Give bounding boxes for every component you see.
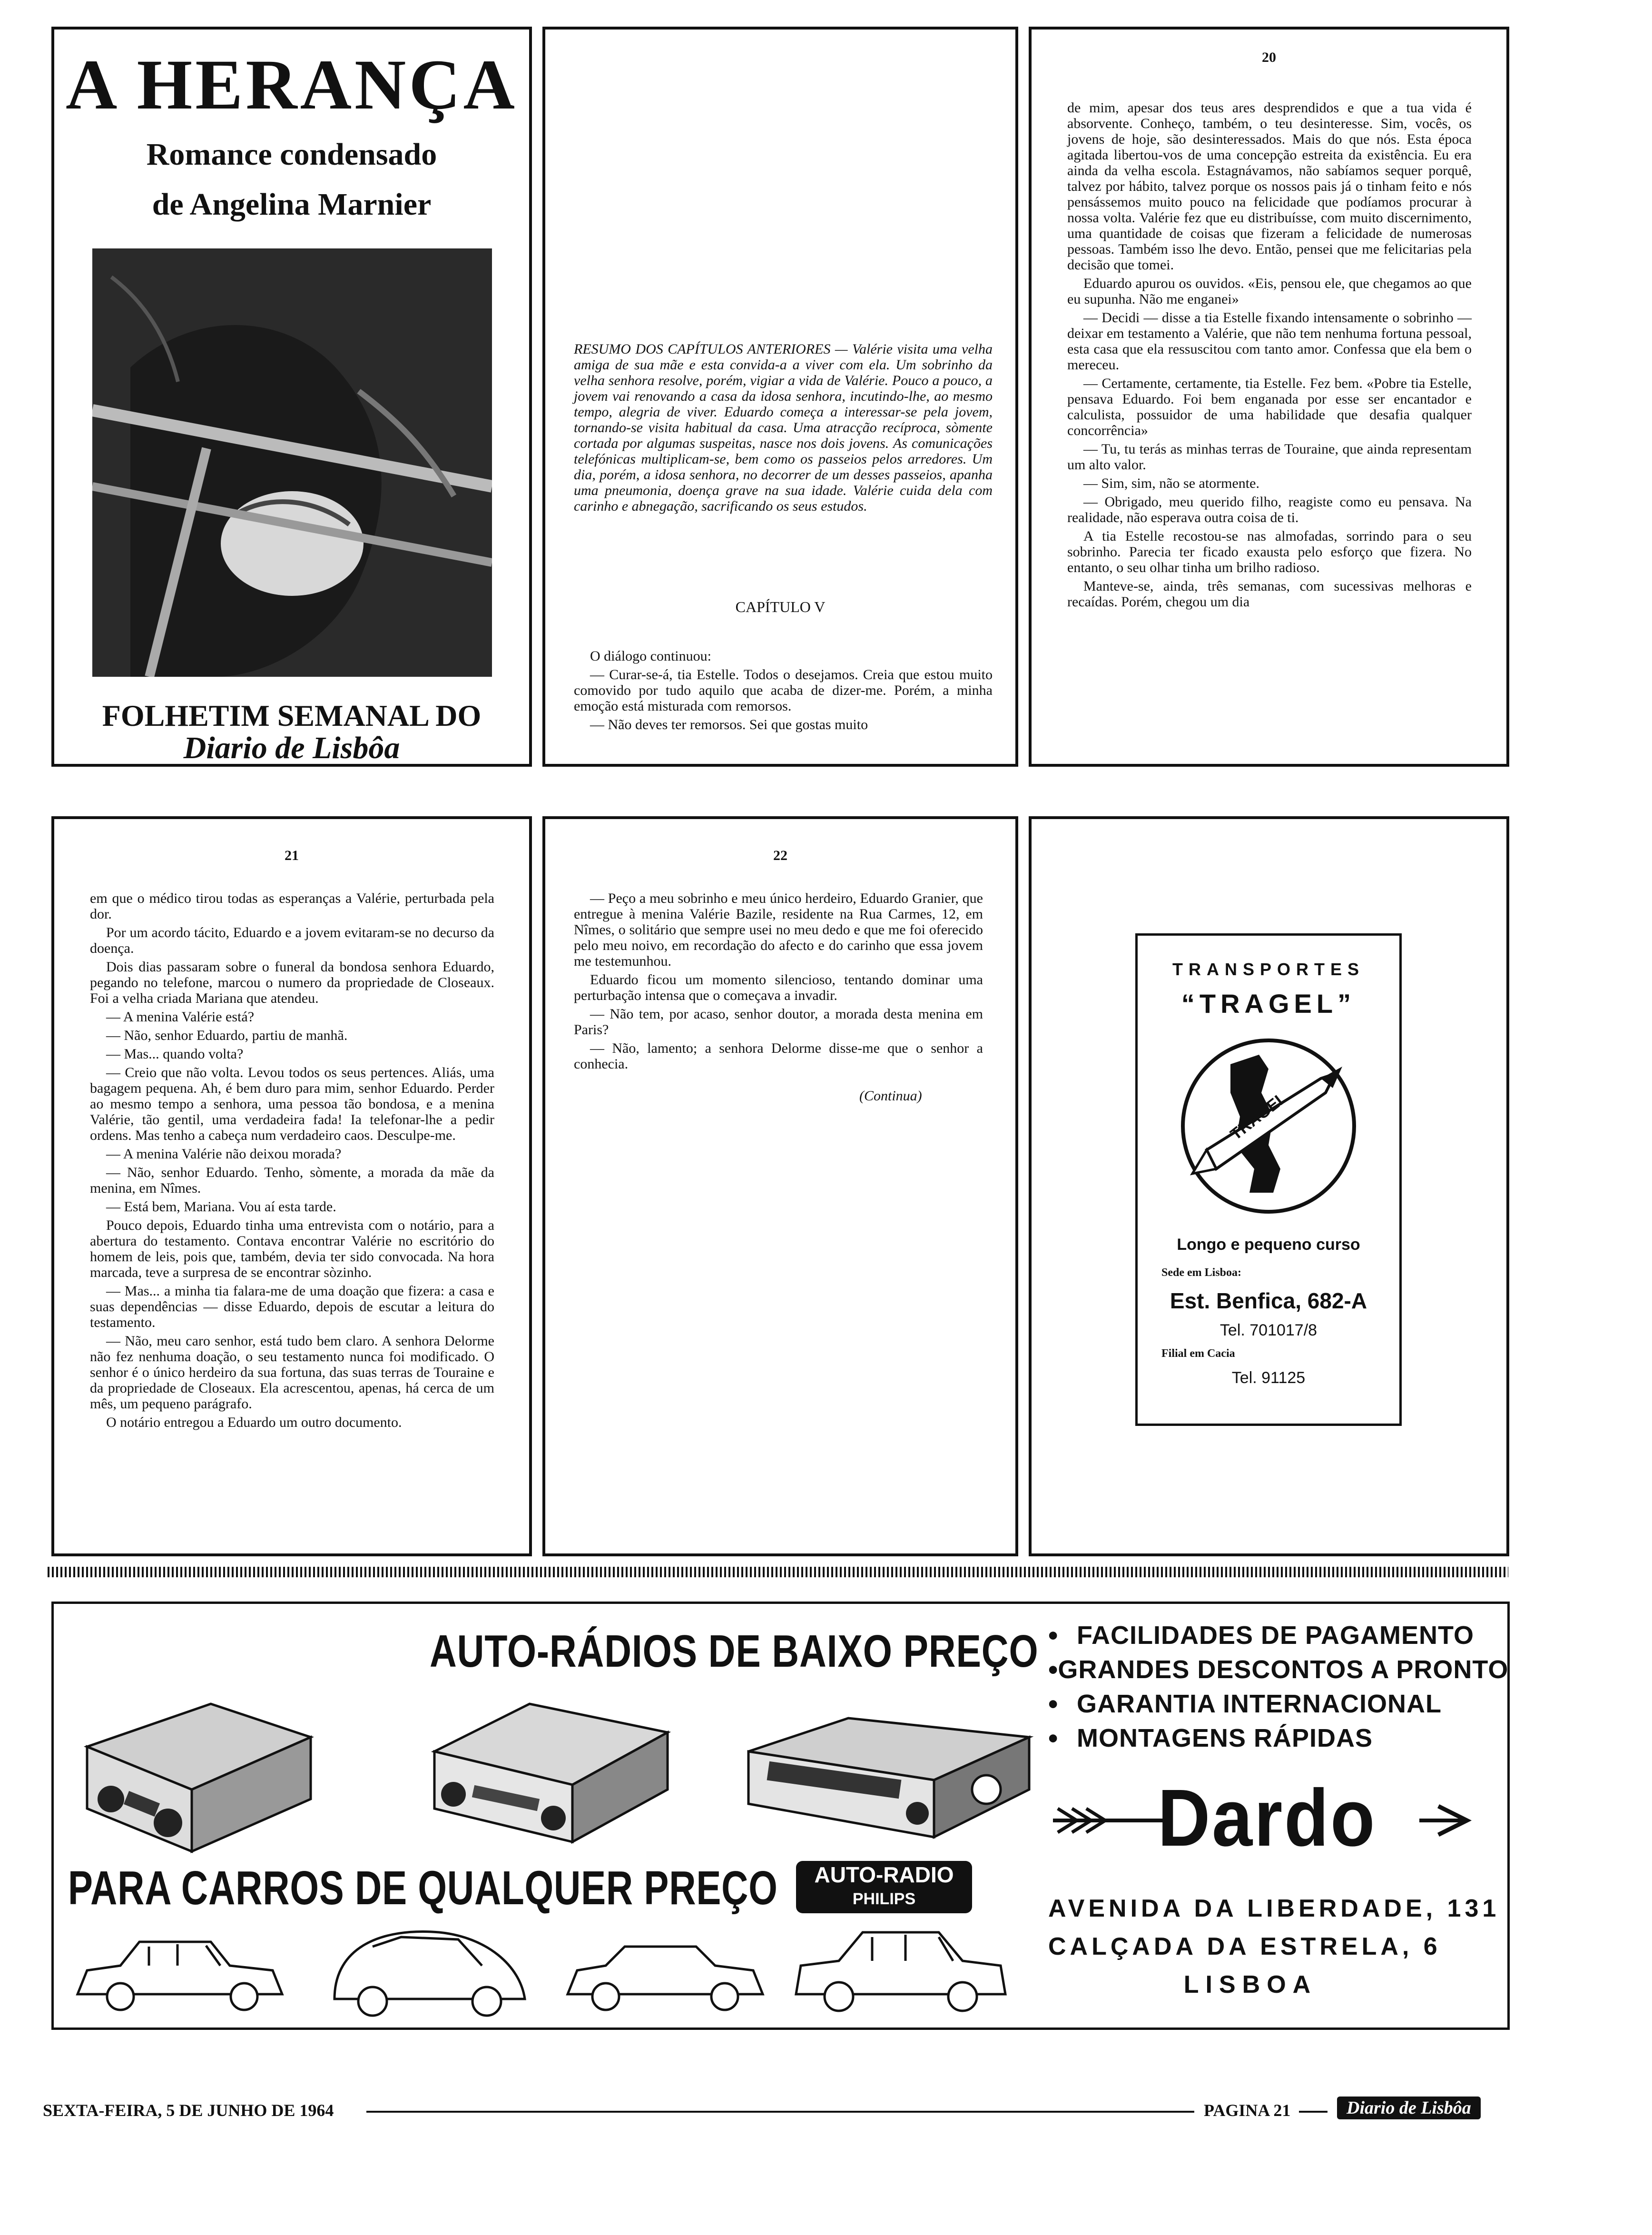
feuilleton-panel (51, 27, 532, 767)
page-20-panel (1029, 27, 1509, 767)
dardo-subheadline: PARA CARROS DE QUALQUER PREÇO (68, 1861, 778, 1915)
tragel-sede-label: Sede em Lisboa: (1161, 1266, 1241, 1279)
page-number: 22 (773, 848, 787, 863)
page-number: 21 (285, 848, 299, 863)
chapter-heading: CAPÍTULO V (735, 598, 826, 615)
paragraph: — Não, lamento; a senhora Delorme disse-me que o senhor a conhecia. (574, 1040, 983, 1072)
footer-rule-left (366, 2111, 1194, 2113)
paragraph: Dois dias passaram sobre o funeral da bondosa senhora Eduardo, pegando no telefone, marcou o numero da propriedade de Closeaux. Foi a velha criada Mariana que atendeu. (90, 959, 494, 1006)
feuilleton-subtitle-2: de Angelina Marnier (152, 187, 432, 222)
paragraph: — Tu, tu terás as minhas terras de Touraine, que ainda representam um alto valor. (1067, 441, 1472, 473)
paragraph: — Mas... quando volta? (106, 1046, 244, 1062)
feuilleton-title: A HERANÇA (66, 45, 518, 124)
paragraph: Por um acordo tácito, Eduardo e a jovem evitaram-se no decurso da doença. (90, 925, 494, 956)
dardo-brand: Dardo (1158, 1773, 1377, 1863)
philips-logo (796, 1861, 972, 1913)
paragraph: — Peço a meu sobrinho e meu único herdeiro, Eduardo Granier, que entregue à menina Valérie Bazile, residente na Rua Carmes, 12, em Nîmes, o solitário que sempre usei no meu dedo e que me foi oferecido pelo meu noivo, em recordação do afecto e do carinho que essa jovem me testemunhou. (574, 890, 983, 969)
dardo-radio-3 (734, 1699, 1039, 1851)
paragraph: A tia Estelle recostou-se nas almofadas, sorrindo para o seu sobrinho. Parecia ter ficado exausta pelo esforço que fizera. No entanto, o seu olhar tinha um brilho radioso. (1067, 528, 1472, 575)
tragel-logo (1178, 1036, 1359, 1216)
tragel-slogan: Longo e pequeno curso (1177, 1236, 1360, 1254)
dardo-radio-1 (68, 1694, 315, 1861)
paragraph: — Não, senhor Eduardo, partiu de manhã. (106, 1028, 348, 1043)
paragraph: — Não tem, por acaso, senhor doutor, a morada desta menina em Paris? (574, 1006, 983, 1038)
paragraph: — A menina Valérie está? (106, 1009, 255, 1025)
paragraph: — Creio que não volta. Levou todos os seus pertences. Aliás, uma bagagem pequena. Ah, é bem duro para mim, senhor Eduardo. Perder ao mesmo tempo a senhora, uma pessoa tão bondosa, e a menina Valérie, tão gentil, uma verdadeira fada! Ia telefonar-lhe a pedir ordens. Mas tenho a cabeça num verdadeiro caos. Desculpe-me. (90, 1065, 494, 1143)
dardo-address-1: AVENIDA DA LIBERDADE, 131 (1048, 1895, 1500, 1922)
page-21-panel (51, 816, 532, 1556)
dardo-ad-panel (51, 1602, 1510, 2030)
paragraph: O notário entregou a Eduardo um outro documento. (106, 1414, 402, 1430)
tragel-address: Est. Benfica, 682-A (1170, 1288, 1367, 1313)
car-illustrations (68, 1918, 1020, 2027)
page-footer (43, 2097, 1518, 2125)
bullet-item (1048, 1618, 1505, 1652)
paragraph: O diálogo continuou: (590, 648, 711, 664)
dardo-radio-2 (415, 1690, 682, 1856)
paragraph: — Obrigado, meu querido filho, reagiste como eu pensava. Na realidade, não esperava outra coisa de ti. (1067, 494, 1472, 525)
paragraph: — Não deves ter remorsos. Sei que gostas muito (590, 717, 868, 732)
footer-date: SEXTA-FEIRA, 5 DE JUNHO DE 1964 (43, 2101, 334, 2120)
bullet-dot-icon: • (1048, 1654, 1058, 1685)
philips-line-1: AUTO-RADIO (814, 1862, 954, 1887)
feuilleton-illustration (92, 248, 492, 677)
tragel-ad-box (1135, 933, 1402, 1426)
paragraph: — Mas... a minha tia falara-me de uma doação que fizera: a casa e suas dependências — disse Eduardo, depois de escutar a leitura do testamento. (90, 1283, 494, 1330)
paragraph: de mim, apesar dos teus ares desprendidos e que a tua vida é absorvente. Conheço, também, o teu desinteresse. Sim, vocês, os jovens de hoje, são desinteressados. Mais do que nós. Esta época agitada libertou-vos de uma concepção estreita da existência. Eu era ainda da velha escola. Estagnávamos, não sabíamos sequer porquê, talvez por hábito, talvez porque os nossos pais já o tinham feito e nós pensássemos muito pouco na felicidade que podíamos procurar à nossa volta. Valérie fez que eu distribuísse, com muito discernimento, uma quantidade de coisas que fizeram a felicidade de numerosas pessoas. Também isso lhe devo. Então, pensei que me felicitarias pela decisão que tomei. (1067, 100, 1472, 273)
paragraph: — Sim, sim, não se atormente. (1083, 475, 1259, 491)
feuilleton-footer-2: Diario de Lisbôa (183, 731, 400, 765)
dardo-logo (1048, 1773, 1476, 1863)
dardo-bullets (1048, 1618, 1509, 1755)
bullet-dot-icon: • (1048, 1722, 1058, 1754)
dardo-address-3: LISBOA (1183, 1971, 1318, 1998)
tragel-filial-label: Filial em Cacia (1161, 1347, 1235, 1360)
bullet-text: GRANDES DESCONTOS A PRONTO (1058, 1655, 1509, 1684)
page-22-panel (542, 816, 1018, 1556)
ad-panel-tragel (1029, 816, 1509, 1556)
paragraph: — Certamente, certamente, tia Estelle. Fez bem. «Pobre tia Estelle, pensava Eduardo. Foi bem enganada por esse ser encantador e calculista, possuidor de uma habilidade que desafia qualquer concorrência» (1067, 376, 1472, 438)
dardo-headline: AUTO-RÁDIOS DE BAIXO PREÇO (430, 1626, 1039, 1677)
paragraph: — Está bem, Mariana. Vou aí esta tarde. (106, 1199, 336, 1215)
bullet-text: GARANTIA INTERNACIONAL (1077, 1690, 1442, 1718)
paragraph: em que o médico tirou todas as esperanças a Valérie, perturbada pela dor. (90, 890, 494, 922)
summary-panel (542, 27, 1018, 767)
tragel-badge: TRAGEL (1227, 1088, 1291, 1144)
paragraph: — Não, senhor Eduardo. Tenho, sòmente, a morada da mãe da menina, em Nîmes. (90, 1165, 494, 1196)
bullet-item (1048, 1652, 1509, 1687)
paragraph: Pouco depois, Eduardo tinha uma entrevista com o notário, para a abertura do testamento. Contava encontrar Valérie no escritório do homem de leis, pois que, também, devia ter sido convocada. Na hora marcada, teve a surpresa de se encontrar sòzinho. (90, 1217, 494, 1280)
continua-note: (Continua) (859, 1088, 922, 1104)
chapter-text (574, 648, 993, 735)
philips-line-2: PHILIPS (852, 1890, 916, 1908)
tragel-line-2: “TRAGEL” (1181, 989, 1356, 1019)
bullet-text: MONTAGENS RÁPIDAS (1077, 1724, 1373, 1752)
paragraph: — Não, meu caro senhor, está tudo bem claro. A senhora Delorme não fez nenhuma doação, o seu testamento nunca foi modificado. O senhor é o único herdeiro da sua fortuna, das suas terras de Touraine e da propriedade de Closeaux. Ela acrescentou, apenas, há cerca de um mês, um pequeno parágrafo. (90, 1333, 494, 1412)
feuilleton-footer-1: FOLHETIM SEMANAL DO (102, 699, 482, 732)
feuilleton-subtitle-1: Romance condensado (146, 137, 437, 172)
footer-rule-right (1299, 2111, 1328, 2113)
page-20-text (1067, 100, 1472, 613)
bullet-dot-icon: • (1048, 1620, 1058, 1651)
paragraph: — Decidi — disse a tia Estelle fixando intensamente o sobrinho — deixar em testamento a Valérie, que não tem nenhuma fortuna pessoal, esta casa que ela ressuscitou com tanto amor. Confessa que ela bem o mereceu. (1067, 310, 1472, 373)
paragraph: Manteve-se, ainda, três semanas, com sucessivas melhoras e recaídas. Porém, chegou um dia (1067, 578, 1472, 610)
tragel-line-1: TRANSPORTES (1172, 959, 1365, 979)
tragel-tel-1: Tel. 701017/8 (1219, 1321, 1318, 1339)
page-number: 20 (1262, 49, 1276, 65)
paragraph: Eduardo apurou os ouvidos. «Eis, pensou ele, que chegamos ao que eu supunha. Não me enganei» (1067, 276, 1472, 307)
separator-rule (48, 1567, 1508, 1577)
tragel-tel-2: Tel. 91125 (1231, 1369, 1306, 1387)
paragraph: — Curar-se-á, tia Estelle. Todos o desejamos. Creia que estou muito comovido por tudo aquilo que acaba de dizer-me. Porém, a minha emoção está misturada com remorsos. (574, 667, 993, 714)
bullet-text: FACILIDADES DE PAGAMENTO (1077, 1621, 1475, 1650)
chapter-summary: RESUMO DOS CAPÍTULOS ANTERIORES — Valérie visita uma velha amiga de sua mãe e esta convida-a a viver com ela. Um sobrinho da velha senhora resolve, porém, vigiar a vida de Valérie. Pouco a pouco, a jovem vai renovando a casa da idosa senhora, incutindo-lhe, ao mesmo tempo, alegria de viver. Eduardo começa a interessar-se pela jovem, tornando-se visita habitual da casa. Uma atracção recíproca, sòmente cortada por algumas suspeitas, nasce nos dois jovens. As comunicações telefónicas multiplicam-se, bem como os passeios pelos arredores. Um dia, porém, a idosa senhora, no decorrer de um desses passeios, apanha uma pneumonia, doença grave na sua idade. Valérie cuida dela com carinho e abnegação, sacrificando os seus estudos. (574, 341, 993, 514)
bullet-item (1048, 1721, 1505, 1755)
footer-masthead: Diario de Lisbôa (1337, 2097, 1481, 2119)
paragraph: — A menina Valérie não deixou morada? (106, 1146, 342, 1162)
bullet-item (1048, 1687, 1505, 1721)
page-21-text (90, 890, 494, 1433)
bullet-dot-icon: • (1048, 1688, 1058, 1720)
paragraph: Eduardo ficou um momento silencioso, tentando dominar uma perturbação intensa que o começava a invadir. (574, 972, 983, 1003)
footer-page: PAGINA 21 (1204, 2101, 1291, 2120)
dardo-address-2: CALÇADA DA ESTRELA, 6 (1048, 1933, 1441, 1960)
page-22-text (574, 890, 983, 1075)
